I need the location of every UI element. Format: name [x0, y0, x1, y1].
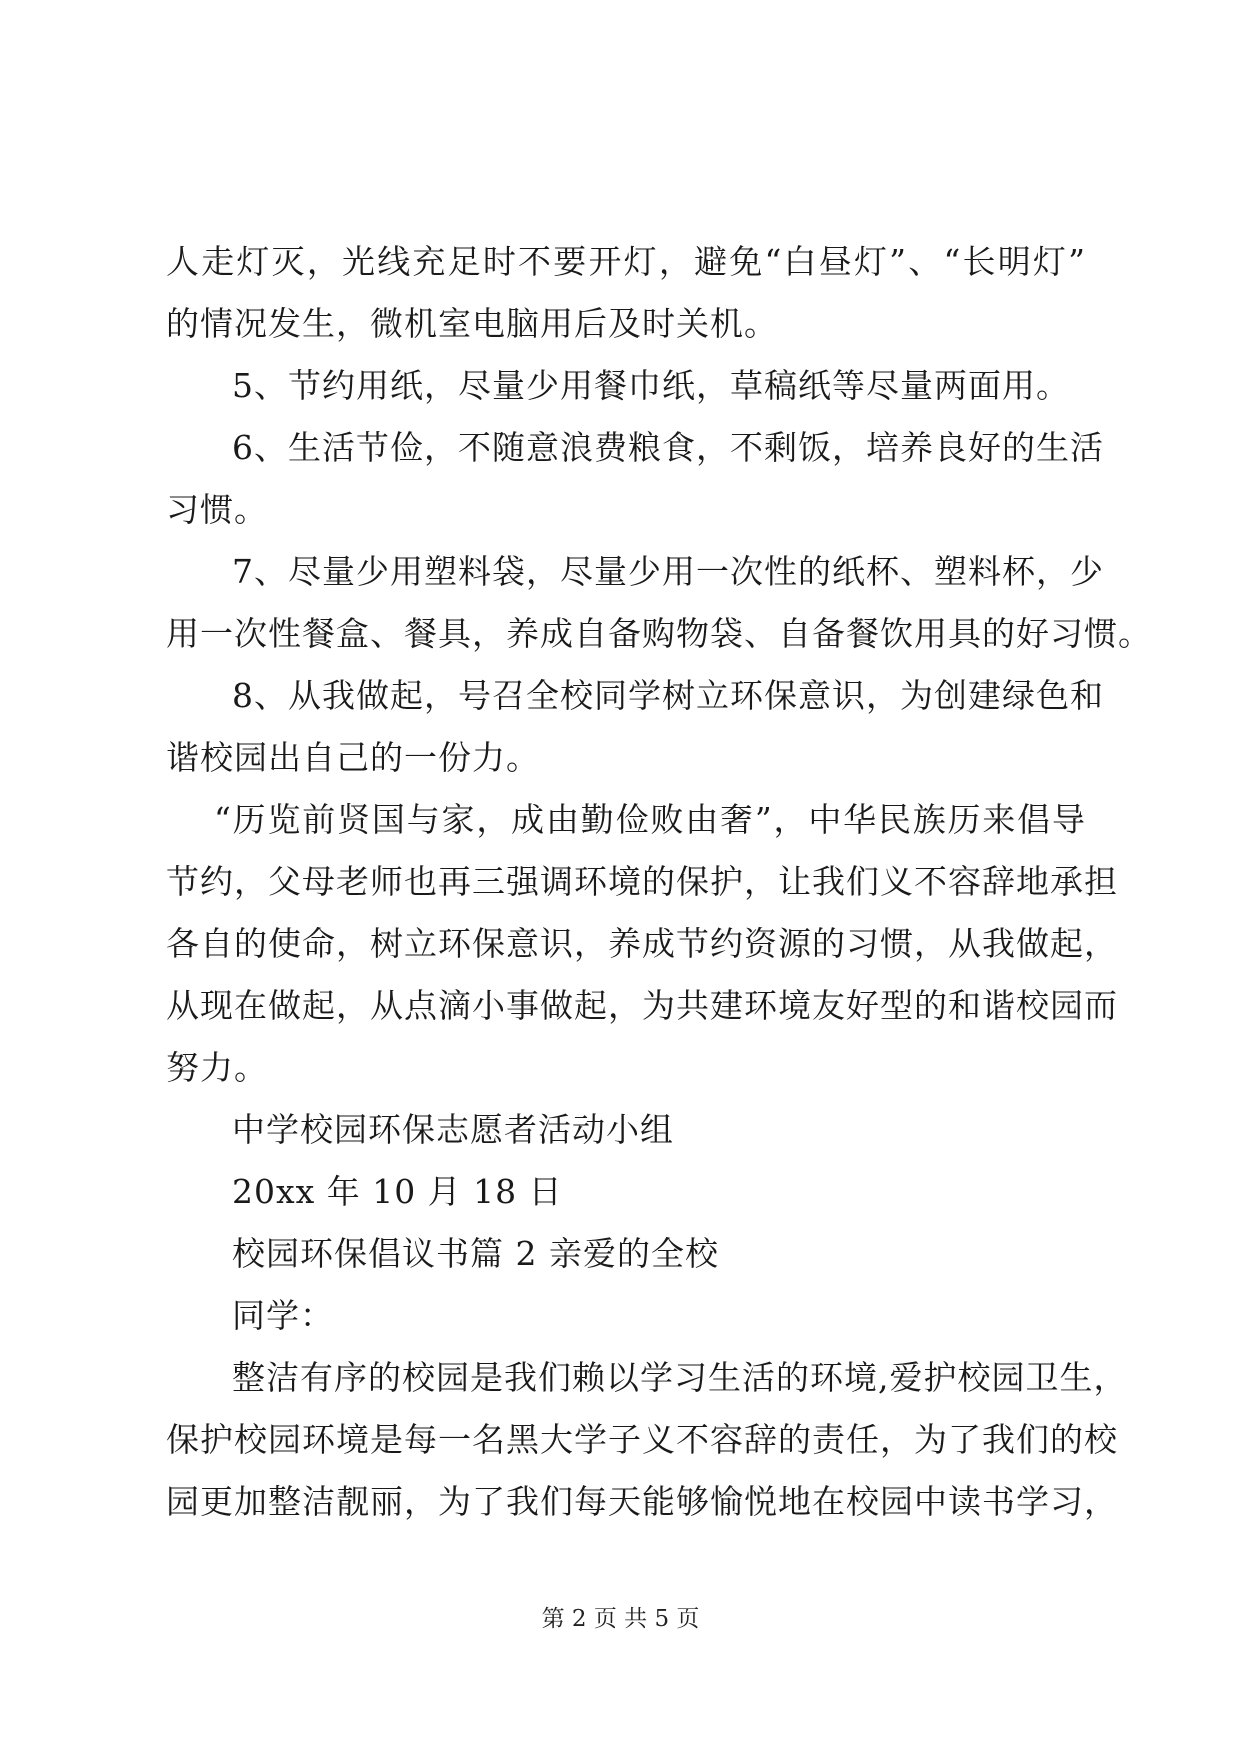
quote-paragraph: “历览前贤国与家，成由勤俭败由奢”，中华民族历来倡导	[214, 800, 1086, 839]
text-line: 各自的使命，树立环保意识，养成节约资源的习惯，从我做起，	[166, 924, 1118, 963]
page-number-footer: 第 2 页 共 5 页	[541, 1606, 700, 1632]
signature-date: 20xx 年 10 月 18 日	[232, 1172, 563, 1211]
text-line: 谐校园出自己的一份力。	[166, 738, 540, 777]
list-item-7: 7、尽量少用塑料袋，尽量少用一次性的纸杯、塑料杯，少	[232, 552, 1104, 591]
list-item-8: 8、从我做起，号召全校同学树立环保意识，为创建绿色和	[232, 676, 1104, 715]
text-line: 努力。	[166, 1048, 268, 1087]
paragraph-line: 园更加整洁靓丽，为了我们每天能够愉悦地在校园中读书学习，	[166, 1482, 1118, 1521]
section-title: 校园环保倡议书篇 2 亲爱的全校	[232, 1234, 719, 1273]
list-item-6: 6、生活节俭，不随意浪费粮食，不剩饭，培养良好的生活	[232, 428, 1104, 467]
text-line: 从现在做起，从点滴小事做起，为共建环境友好型的和谐校园而	[166, 986, 1118, 1025]
signature-group: 中学校园环保志愿者活动小组	[232, 1110, 674, 1149]
list-item-5: 5、节约用纸，尽量少用餐巾纸，草稿纸等尽量两面用。	[232, 366, 1070, 405]
text-line: 人走灯灭，光线充足时不要开灯，避免“白昼灯”、“长明灯”	[166, 242, 1086, 281]
text-line: 用一次性餐盒、餐具，养成自备购物袋、自备餐饮用具的好习惯。	[166, 614, 1152, 653]
text-line: 习惯。	[166, 490, 268, 529]
salutation: 同学：	[232, 1296, 334, 1335]
paragraph-line: 保护校园环境是每一名黑大学子义不容辞的责任，为了我们的校	[166, 1420, 1118, 1459]
text-line: 节约，父母老师也再三强调环境的保护，让我们义不容辞地承担	[166, 862, 1118, 901]
paragraph-line: 整洁有序的校园是我们赖以学习生活的环境,爱护校园卫生，	[232, 1358, 1128, 1397]
text-line: 的情况发生，微机室电脑用后及时关机。	[166, 304, 778, 343]
